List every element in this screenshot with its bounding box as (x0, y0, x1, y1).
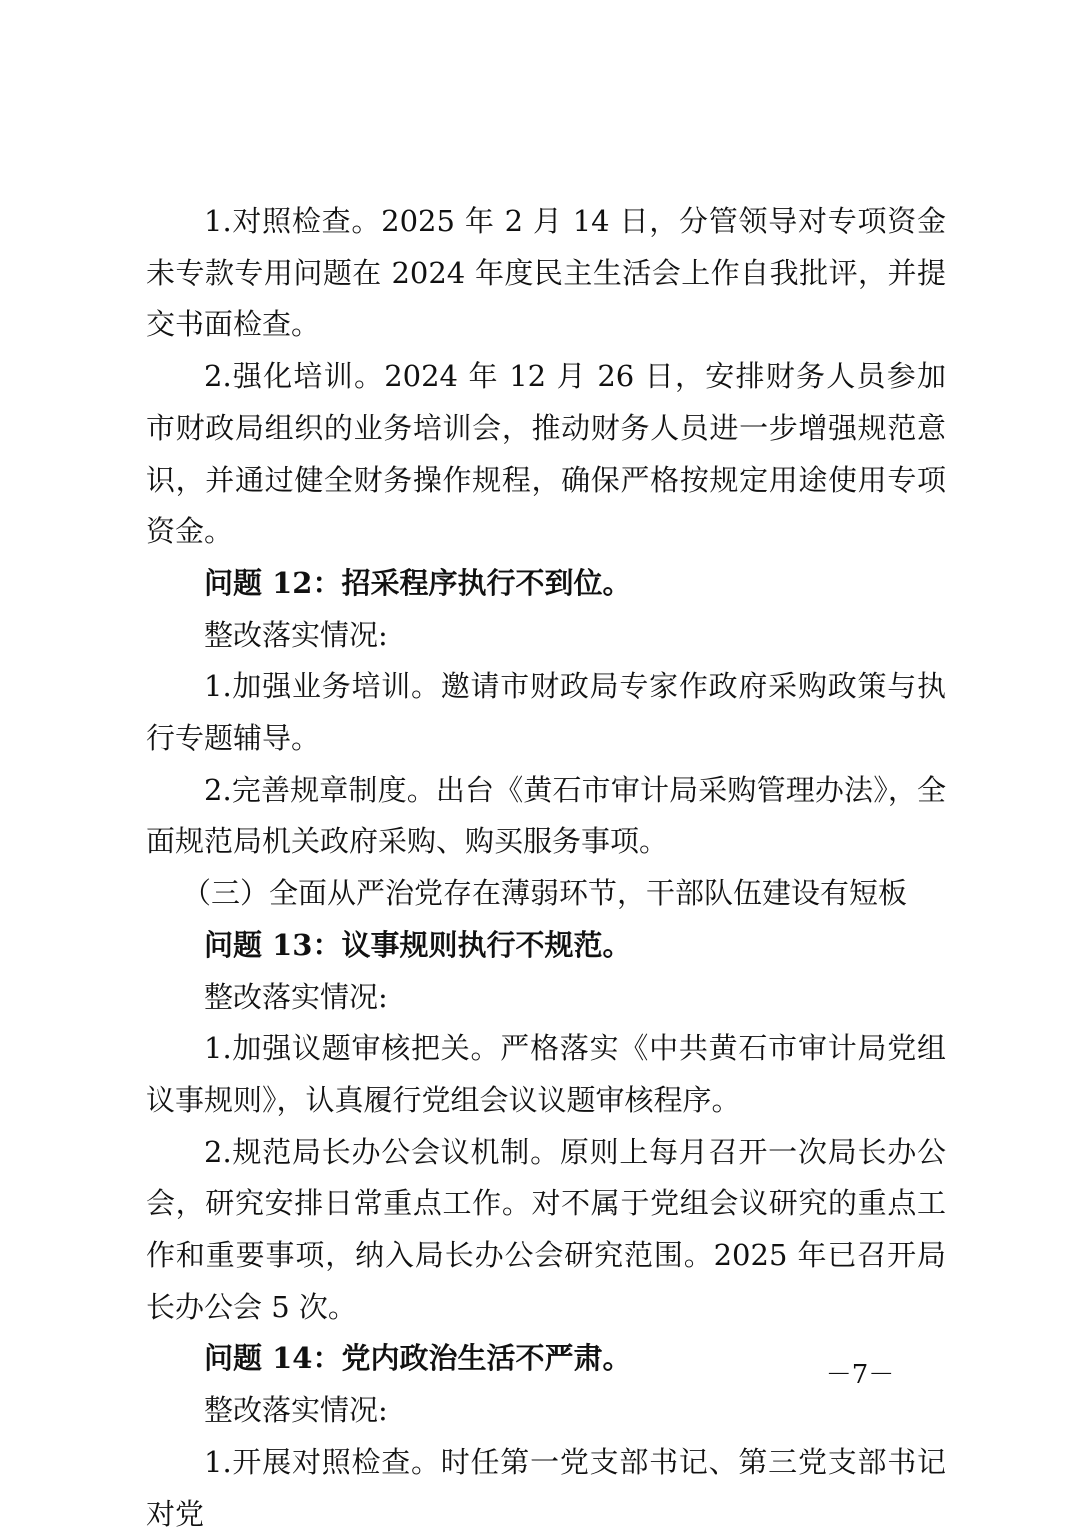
paragraph-11: 2.规范局长办公会议机制。原则上每月召开一次局长办公会，研究安排日常重点工作。对不属于党组会议研究的重点工作和重要事项，纳入局长办公会研究范围。2025 年已召开局长办公会 5 次。 (146, 1134, 946, 1324)
paragraph-5: 1.加强业务培训。邀请市财政局专家作政府采购政策与执行专题辅导。 (146, 669, 946, 756)
document-body (146, 196, 946, 1540)
issue-13-heading: 问题 13：议事规则执行不规范。 (204, 927, 632, 962)
rectification-label: 整改落实情况: (204, 979, 388, 1014)
paragraph-2: 2.强化培训。2024 年 12 月 26 日，安排财务人员参加市财政局组织的业务培训会，推动财务人员进一步增强规范意识，并通过健全财务操作规程，确保严格按规定用途使用专项资金。 (146, 359, 946, 549)
paragraph-6: 2.完善规章制度。出台《黄石市审计局采购管理办法》，全面规范局机关政府采购、购买服务事项。 (146, 772, 946, 859)
rectification-label: 整改落实情况: (204, 1393, 388, 1428)
paragraph-1: 1.对照检查。2025 年 2 月 14 日，分管领导对专项资金未专款专用问题在 2024 年度民主生活会上作自我批评，并提交书面检查。 (146, 204, 946, 342)
issue-12-heading: 问题 12：招采程序执行不到位。 (204, 565, 632, 600)
rectification-label: 整改落实情况: (204, 617, 388, 652)
paragraph-10: 1.加强议题审核把关。严格落实《中共黄石市审计局党组议事规则》，认真履行党组会议议题审核程序。 (146, 1031, 946, 1117)
page-number: －7－ (825, 1360, 895, 1390)
issue-14-heading: 问题 14：党内政治生活不严肃。 (204, 1341, 632, 1376)
section-heading: （三）全面从严治党存在薄弱环节，干部队伍建设有短板 (182, 876, 908, 911)
paragraph-14: 1.开展对照检查。时任第一党支部书记、第三党支部书记对党 (146, 1444, 946, 1531)
